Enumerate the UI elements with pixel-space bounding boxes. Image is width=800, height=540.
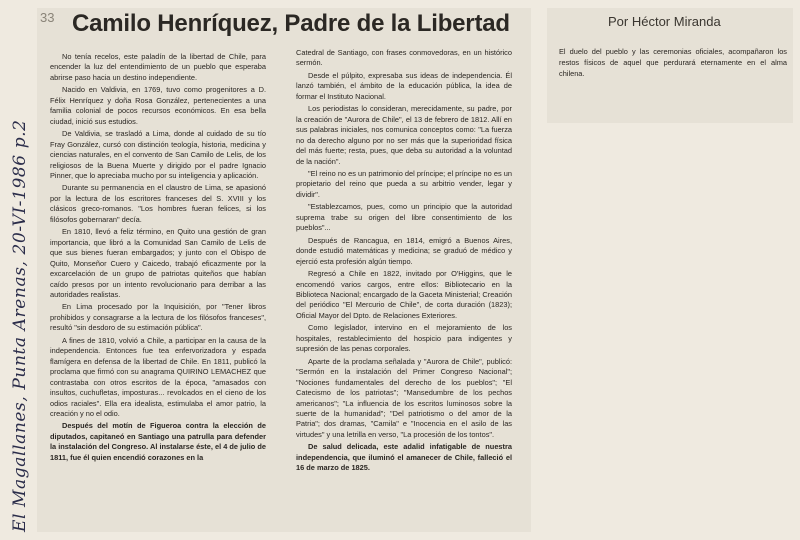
left-paragraph: No tenía recelos, este paladín de la libertad de Chile, para encender la luz del entendimiento de un pueblo que esperaba abrirse paso hacia un destino independiente. [50, 52, 266, 82]
left-paragraph: Nacido en Valdivia, en 1769, tuvo como progenitores a D. Félix Henríquez y doña Rosa González, pertenecientes a una familia colonial de pocos recursos económicos. En esa bella ciudad, inició sus estudios. [50, 85, 266, 126]
left-paragraph: En Lima procesado por la Inquisición, por "Tener libros prohibidos y consagrarse a la lectura de los filósofos franceses", resultó "sin desdoro de su estimación pública". [50, 302, 266, 333]
right-paragraph: Regresó a Chile en 1822, invitado por O'Higgins, que le encomendó varios cargos, entre ellos: Bibliotecario en la Biblioteca Nacional; encargado de la Gaceta Ministerial; Creación del periódico "El Mercurio de Chile", de corta duración (1823); Oficial Mayor del Dpto. de Relaciones Exteriores. [296, 269, 512, 320]
right-paragraph: "Establezcamos, pues, como un principio que la autoridad suprema trabe su origen del libre consentimiento de los pueblos"... [296, 202, 512, 233]
author-byline: Por Héctor Miranda [608, 14, 721, 29]
right-paragraph: Aparte de la proclama señalada y "Aurora de Chile", publicó: "Sermón en la instalación del Primer Congreso Nacional"; "Nociones fundamentales del derecho de los pueblos"; "El Catecismo de los patriotas"; "Mansedumbre de los pechos americanos"; "La influencia de los escritos luminosos sobre la suerte de la humanidad"; "Del patriotismo o del amor de la Patria"; dos dramas, "Camila" e "Inocencia en el asilo de las virtudes" y una letrilla en verso, "La procesión de los tontos". [296, 356, 512, 439]
right-paragraph: De salud delicada, este adalid infatigable de nuestra independencia, que iluminó el amanecer de Chile, falleció el 16 de marzo de 1825. [296, 442, 512, 473]
left-paragraph: A fines de 1810, volvió a Chile, a participar en la causa de la independencia. Entonces fue tea enfervorizadora y espada flamígera en defensa de la libertad de Chile. En 1811, publicó la proclama que firmó con su anagrama QUIRINO LEMACHEZ que contrastaba con otros escritos de la época, "amasados con insultos, cuchufletas, imposturas... revolcados en el cieno de los odios raciales". Ella era idealista, estimulaba el amor patrio, la creación y no el odio. [50, 335, 266, 418]
right-paragraph: Como legislador, intervino en el mejoramiento de los hospitales, restablecimiento del hospicio para indigentes y supresión de las penas corporales. [296, 323, 512, 354]
handwritten-margin-note: El Magallanes, Punta Arenas, 20-VI-1986 p.2 [10, 119, 30, 532]
side-paragraph: El duelo del pueblo y las ceremonias oficiales, acompañaron los restos físicos de aquel que perdurará eternamente en el alma chilena. [559, 47, 787, 79]
right-paragraph: Los periodistas lo consideran, merecidamente, su padre, por la creación de "Aurora de Chile", el 13 de febrero de 1812. Allí en sus palabras iniciales, nos comunica conceptos como: "La fuerza no da derecho alguno por no ser más que la superioridad física del más fuerte; resta, pues, que deba su autoridad a la voluntad de la nación". [296, 104, 512, 166]
left-paragraph: De Valdivia, se trasladó a Lima, donde al cuidado de su tío Fray González, cursó con distinción teología, historia, medicina y ciencias naturales, en el convento de San Camilo de Lelis, de los religiosos de la Buena Muerte y dirigido por el padre Ignacio Pinner, que lo apreciaba mucho por su inteligencia y aplicación. [50, 129, 266, 180]
right-paragraph: "El reino no es un patrimonio del príncipe; el príncipe no es un propietario del reino que pueda a su arbitrio vender, legar y dividir". [296, 168, 512, 199]
left-column [50, 52, 266, 465]
right-paragraph: Catedral de Santiago, con frases conmovedoras, en un histórico sermón. [296, 48, 512, 68]
right-paragraph: Después de Rancagua, en 1814, emigró a Buenos Aires, donde estudió matemáticas y medicina; se graduó de médico y ejerció esta profesión algún tiempo. [296, 235, 512, 266]
left-paragraph: Durante su permanencia en el claustro de Lima, se apasionó por la lectura de los escritores franceses del S. XVIII y los clásicos greco-romanos. "Los hombres fueran felices, si los filósofos gobernaran" decía. [50, 183, 266, 224]
left-paragraph: En 1810, llevó a feliz término, en Quito una gestión de gran importancia, que libró a la Comunidad San Camilo de Lelis de que sus bienes fueran embargados; y junto con el Obispo de Quito, Monseñor Cuero y Caicedo, trabajó eficazmente por la excarcelación de un grupo de patriotas quiteños que habían caído presos por un intento revolucionario para derribar a las autoridades realistas. [50, 227, 266, 299]
right-column [296, 48, 512, 476]
left-paragraph: Después del motín de Figueroa contra la elección de diputados, capitaneó en Santiago una patrulla para defender la instalación del Congreso. Al instalarse éste, el 4 de julio de 1811, fue él quien encendió corazones en la [50, 421, 266, 462]
article-title: Camilo Henríquez, Padre de la Libertad [72, 10, 510, 37]
page-number: 33 [40, 10, 55, 25]
right-paragraph: Desde el púlpito, expresaba sus ideas de independencia. Él lanzó también, el ámbito de la educación pública, la idea de formar el Instituto Nacional. [296, 70, 512, 101]
